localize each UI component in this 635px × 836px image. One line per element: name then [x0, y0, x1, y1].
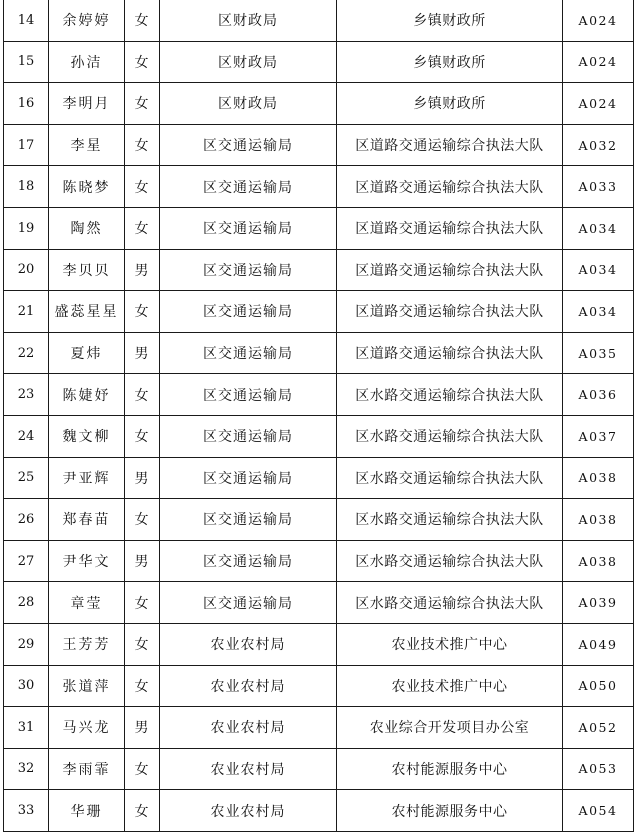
gender-cell: 女: [125, 124, 160, 166]
person-name-cell: 尹亚辉: [49, 457, 125, 499]
row-number-cell: 26: [4, 499, 49, 541]
gender-cell: 女: [125, 748, 160, 790]
row-number-cell: 29: [4, 623, 49, 665]
position-code-cell: A038: [563, 457, 634, 499]
table-row: [4, 748, 634, 790]
table-row: [4, 415, 634, 457]
table-row: [4, 249, 634, 291]
row-number-cell: 25: [4, 457, 49, 499]
table-row: [4, 623, 634, 665]
position-code-cell: A033: [563, 166, 634, 208]
row-number-cell: 18: [4, 166, 49, 208]
gender-cell: 女: [125, 291, 160, 333]
table-row: [4, 582, 634, 624]
table-row: [4, 291, 634, 333]
employer-unit-cell: 农业综合开发项目办公室: [337, 707, 563, 749]
person-name-cell: 李星: [49, 124, 125, 166]
employer-unit-cell: 区道路交通运输综合执法大队: [337, 207, 563, 249]
gender-cell: 女: [125, 207, 160, 249]
row-number-cell: 23: [4, 374, 49, 416]
position-code-cell: A054: [563, 790, 634, 832]
table-row: [4, 83, 634, 125]
gender-cell: 男: [125, 249, 160, 291]
department-cell: 区交通运输局: [160, 249, 337, 291]
employer-unit-cell: 乡镇财政所: [337, 41, 563, 83]
position-code-cell: A052: [563, 707, 634, 749]
person-name-cell: 马兴龙: [49, 707, 125, 749]
department-cell: 区财政局: [160, 0, 337, 41]
person-name-cell: 李雨霏: [49, 748, 125, 790]
department-cell: 区财政局: [160, 83, 337, 125]
person-name-cell: 余婷婷: [49, 0, 125, 41]
gender-cell: 女: [125, 374, 160, 416]
table-row: [4, 207, 634, 249]
department-cell: 区交通运输局: [160, 415, 337, 457]
table-row: [4, 499, 634, 541]
gender-cell: 女: [125, 83, 160, 125]
row-number-cell: 20: [4, 249, 49, 291]
department-cell: 区交通运输局: [160, 374, 337, 416]
row-number-cell: 27: [4, 540, 49, 582]
employer-unit-cell: 区道路交通运输综合执法大队: [337, 332, 563, 374]
position-code-cell: A032: [563, 124, 634, 166]
person-name-cell: 章莹: [49, 582, 125, 624]
department-cell: 区交通运输局: [160, 499, 337, 541]
position-code-cell: A038: [563, 540, 634, 582]
person-name-cell: 陈晓梦: [49, 166, 125, 208]
row-number-cell: 15: [4, 41, 49, 83]
row-number-cell: 22: [4, 332, 49, 374]
table-row: [4, 374, 634, 416]
roster-body: [4, 0, 634, 831]
person-name-cell: 王芳芳: [49, 623, 125, 665]
row-number-cell: 31: [4, 707, 49, 749]
gender-cell: 女: [125, 623, 160, 665]
gender-cell: 男: [125, 332, 160, 374]
gender-cell: 女: [125, 415, 160, 457]
gender-cell: 女: [125, 0, 160, 41]
employer-unit-cell: 农村能源服务中心: [337, 790, 563, 832]
department-cell: 区交通运输局: [160, 124, 337, 166]
employer-unit-cell: 区道路交通运输综合执法大队: [337, 166, 563, 208]
employer-unit-cell: 区道路交通运输综合执法大队: [337, 249, 563, 291]
gender-cell: 男: [125, 707, 160, 749]
gender-cell: 女: [125, 499, 160, 541]
employer-unit-cell: 乡镇财政所: [337, 0, 563, 41]
department-cell: 农业农村局: [160, 623, 337, 665]
employer-unit-cell: 乡镇财政所: [337, 83, 563, 125]
table-row: [4, 124, 634, 166]
gender-cell: 女: [125, 166, 160, 208]
position-code-cell: A037: [563, 415, 634, 457]
department-cell: 农业农村局: [160, 748, 337, 790]
person-name-cell: 李贝贝: [49, 249, 125, 291]
position-code-cell: A053: [563, 748, 634, 790]
person-name-cell: 陶然: [49, 207, 125, 249]
employer-unit-cell: 区道路交通运输综合执法大队: [337, 291, 563, 333]
person-name-cell: 华珊: [49, 790, 125, 832]
row-number-cell: 28: [4, 582, 49, 624]
row-number-cell: 14: [4, 0, 49, 41]
department-cell: 区交通运输局: [160, 332, 337, 374]
department-cell: 区交通运输局: [160, 582, 337, 624]
gender-cell: 女: [125, 41, 160, 83]
row-number-cell: 16: [4, 83, 49, 125]
row-number-cell: 32: [4, 748, 49, 790]
person-name-cell: 孙洁: [49, 41, 125, 83]
row-number-cell: 17: [4, 124, 49, 166]
row-number-cell: 30: [4, 665, 49, 707]
employer-unit-cell: 农业技术推广中心: [337, 623, 563, 665]
department-cell: 区财政局: [160, 41, 337, 83]
department-cell: 农业农村局: [160, 707, 337, 749]
person-name-cell: 夏炜: [49, 332, 125, 374]
gender-cell: 男: [125, 457, 160, 499]
person-name-cell: 尹华文: [49, 540, 125, 582]
employer-unit-cell: 农业技术推广中心: [337, 665, 563, 707]
person-name-cell: 陈婕妤: [49, 374, 125, 416]
position-code-cell: A036: [563, 374, 634, 416]
person-name-cell: 郑春苗: [49, 499, 125, 541]
department-cell: 区交通运输局: [160, 207, 337, 249]
position-code-cell: A035: [563, 332, 634, 374]
row-number-cell: 21: [4, 291, 49, 333]
row-number-cell: 19: [4, 207, 49, 249]
employer-unit-cell: 区水路交通运输综合执法大队: [337, 374, 563, 416]
department-cell: 区交通运输局: [160, 457, 337, 499]
employer-unit-cell: 区水路交通运输综合执法大队: [337, 540, 563, 582]
row-number-cell: 24: [4, 415, 49, 457]
person-name-cell: 魏文柳: [49, 415, 125, 457]
position-code-cell: A034: [563, 207, 634, 249]
department-cell: 区交通运输局: [160, 166, 337, 208]
table-row: [4, 166, 634, 208]
department-cell: 区交通运输局: [160, 291, 337, 333]
table-row: [4, 332, 634, 374]
gender-cell: 女: [125, 665, 160, 707]
department-cell: 区交通运输局: [160, 540, 337, 582]
employer-unit-cell: 区水路交通运输综合执法大队: [337, 499, 563, 541]
person-name-cell: 张道萍: [49, 665, 125, 707]
position-code-cell: A039: [563, 582, 634, 624]
table-row: [4, 41, 634, 83]
gender-cell: 女: [125, 790, 160, 832]
employer-unit-cell: 区水路交通运输综合执法大队: [337, 457, 563, 499]
position-code-cell: A024: [563, 83, 634, 125]
position-code-cell: A024: [563, 0, 634, 41]
position-code-cell: A049: [563, 623, 634, 665]
table-row: [4, 0, 634, 41]
gender-cell: 女: [125, 582, 160, 624]
department-cell: 农业农村局: [160, 665, 337, 707]
position-code-cell: A050: [563, 665, 634, 707]
roster-table: [3, 0, 634, 832]
table-row: [4, 457, 634, 499]
table-row: [4, 665, 634, 707]
employer-unit-cell: 农村能源服务中心: [337, 748, 563, 790]
table-row: [4, 540, 634, 582]
table-row: [4, 707, 634, 749]
person-name-cell: 李明月: [49, 83, 125, 125]
employer-unit-cell: 区道路交通运输综合执法大队: [337, 124, 563, 166]
person-name-cell: 盛蕊星星: [49, 291, 125, 333]
row-number-cell: 33: [4, 790, 49, 832]
gender-cell: 男: [125, 540, 160, 582]
department-cell: 农业农村局: [160, 790, 337, 832]
employer-unit-cell: 区水路交通运输综合执法大队: [337, 582, 563, 624]
position-code-cell: A034: [563, 249, 634, 291]
employer-unit-cell: 区水路交通运输综合执法大队: [337, 415, 563, 457]
position-code-cell: A034: [563, 291, 634, 333]
position-code-cell: A024: [563, 41, 634, 83]
position-code-cell: A038: [563, 499, 634, 541]
table-row: [4, 790, 634, 832]
